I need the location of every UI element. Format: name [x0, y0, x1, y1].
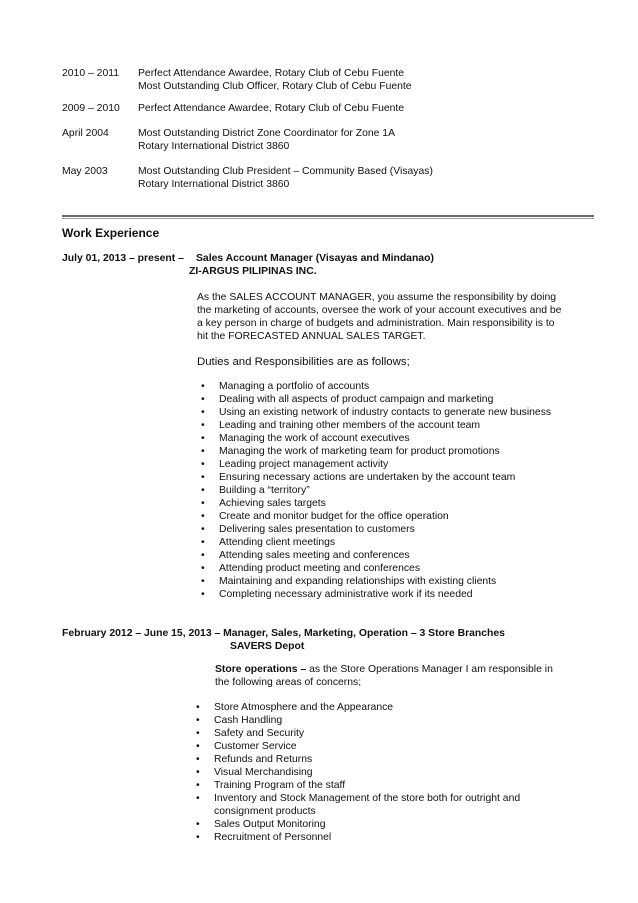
job-header: February 2012 – June 15, 2013 – Manager, Sales, Marketing, Operation – 3 Store Branches — [62, 628, 505, 639]
bullet-icon: • — [201, 394, 205, 405]
bullet-icon: • — [201, 563, 205, 574]
award-date: 2009 – 2010 — [62, 103, 120, 114]
bullet-icon: • — [201, 420, 205, 431]
bullet-icon: • — [201, 446, 205, 457]
bullet-icon: • — [201, 498, 205, 509]
bullet-icon: • — [201, 576, 205, 587]
description-line: a key person in charge of budgets and administration. Main responsibility is to — [197, 318, 555, 329]
award-line: Rotary International District 3860 — [138, 141, 290, 152]
description-line: hit the FORECASTED ANNUAL SALES TARGET. — [197, 331, 426, 342]
award-date: April 2004 — [62, 128, 109, 139]
store-ops-text: as the Store Operations Manager I am responsible in — [306, 664, 553, 675]
company-name: SAVERS Depot — [230, 641, 305, 652]
description-line: the marketing of accounts, oversee the work of your account executives and be — [197, 305, 562, 316]
award-line: Rotary International District 3860 — [138, 179, 290, 190]
section-title: Work Experience — [62, 226, 160, 240]
award-line: Most Outstanding Club Officer, Rotary Club of Cebu Fuente — [138, 81, 412, 92]
bullet-icon: • — [201, 485, 205, 496]
award-line: Perfect Attendance Awardee, Rotary Club of Cebu Fuente — [138, 103, 405, 114]
bullet-icon: • — [201, 524, 205, 535]
bullet-icon: • — [201, 550, 205, 561]
award-line: Most Outstanding Club President – Community Based (Visayas) — [138, 166, 433, 177]
award-date: 2010 – 2011 — [62, 68, 120, 79]
job-description — [197, 291, 561, 343]
bullet-icon: • — [196, 793, 200, 804]
bullet-icon: • — [196, 754, 200, 765]
store-ops-description — [215, 663, 553, 689]
award-date: May 2003 — [62, 166, 108, 177]
section-divider-thin — [62, 218, 594, 219]
bullet-icon: • — [196, 767, 200, 778]
bullet-icon: • — [196, 819, 200, 830]
description-line: the following areas of concerns; — [215, 677, 362, 688]
bullet-icon: • — [196, 715, 200, 726]
bullet-icon: • — [201, 589, 205, 600]
bullet-icon: • — [201, 407, 205, 418]
bullet-icon: • — [201, 433, 205, 444]
description-line — [215, 663, 553, 676]
award-line: Most Outstanding District Zone Coordinator for Zone 1A — [138, 128, 395, 139]
bullet-icon: • — [201, 459, 205, 470]
store-ops-label: Store operations – — [215, 664, 307, 675]
job-date: July 01, 2013 – present – — [62, 253, 184, 264]
bullet-icon: • — [196, 780, 200, 791]
duties-heading: Duties and Responsibilities are as follows; — [197, 356, 410, 368]
bullet-icon: • — [201, 511, 205, 522]
section-divider — [62, 215, 594, 217]
bullet-icon: • — [196, 741, 200, 752]
bullet-icon: • — [196, 702, 200, 713]
job-title: Sales Account Manager (Visayas and Mindanao) — [196, 253, 434, 264]
bullet-icon: • — [196, 832, 200, 843]
bullet-icon: • — [196, 728, 200, 739]
bullet-icon: • — [201, 472, 205, 483]
award-line: Perfect Attendance Awardee, Rotary Club of Cebu Fuente — [138, 68, 405, 79]
description-line: As the SALES ACCOUNT MANAGER, you assume the responsibility by doing — [197, 292, 557, 303]
company-name: ZI-ARGUS PILIPINAS INC. — [189, 266, 317, 277]
bullet-icon: • — [201, 537, 205, 548]
bullet-icon: • — [201, 381, 205, 392]
